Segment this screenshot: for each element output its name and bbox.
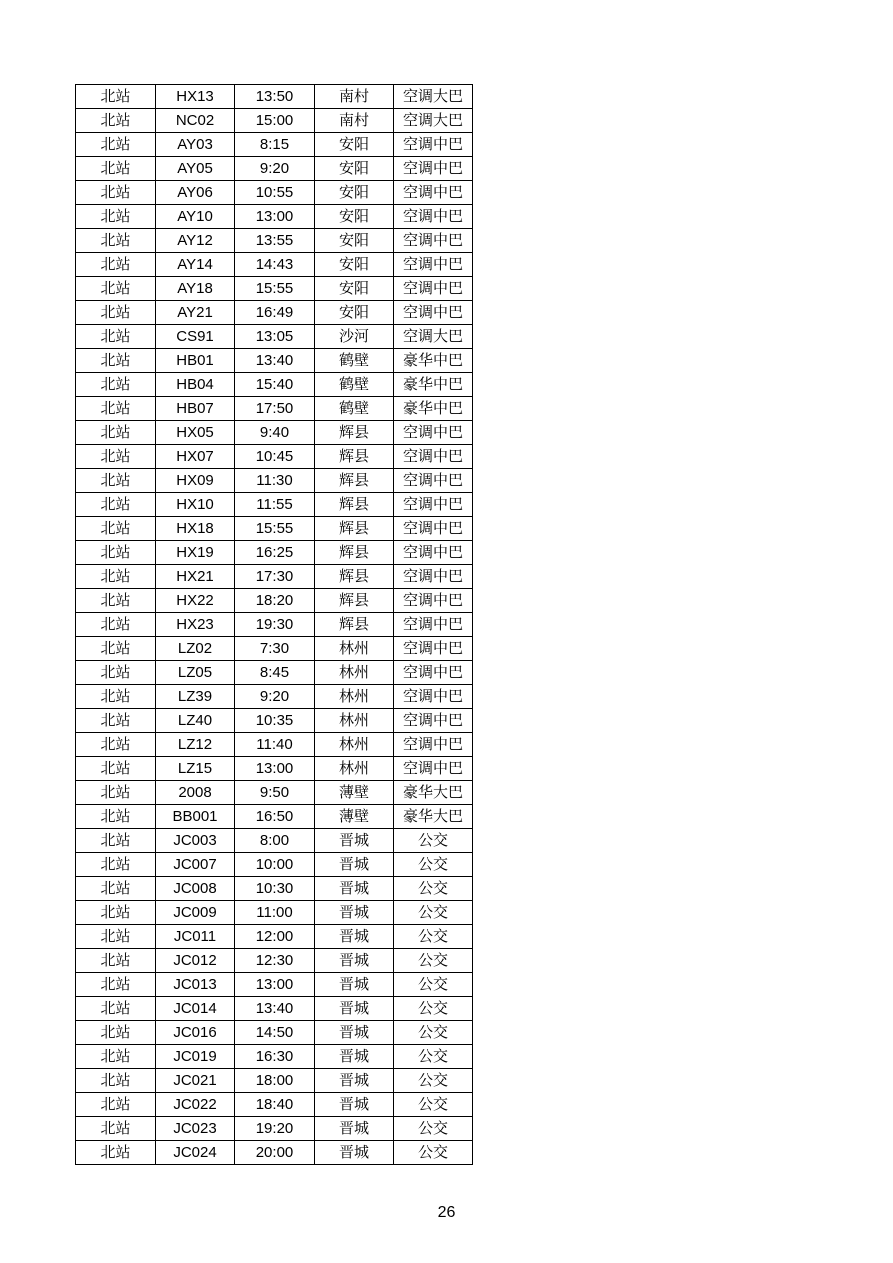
departure-time-cell: 16:49 (235, 301, 315, 325)
departure-time-cell: 16:30 (235, 1045, 315, 1069)
bus-type-cell: 空调中巴 (394, 253, 473, 277)
departure-time-cell: 10:55 (235, 181, 315, 205)
departure-time-cell: 8:15 (235, 133, 315, 157)
table-row (76, 493, 473, 517)
station-cell: 北站 (76, 421, 156, 445)
destination-cell: 辉县 (315, 493, 394, 517)
table-row (76, 733, 473, 757)
route-code-cell: AY06 (156, 181, 235, 205)
station-cell: 北站 (76, 301, 156, 325)
table-row (76, 613, 473, 637)
station-cell: 北站 (76, 205, 156, 229)
bus-type-cell: 公交 (394, 1021, 473, 1045)
departure-time-cell: 11:40 (235, 733, 315, 757)
route-code-cell: JC014 (156, 997, 235, 1021)
route-code-cell: AY10 (156, 205, 235, 229)
departure-time-cell: 7:30 (235, 637, 315, 661)
station-cell: 北站 (76, 661, 156, 685)
table-row (76, 205, 473, 229)
station-cell: 北站 (76, 1141, 156, 1165)
table-row (76, 1141, 473, 1165)
station-cell: 北站 (76, 277, 156, 301)
destination-cell: 安阳 (315, 277, 394, 301)
table-row (76, 325, 473, 349)
route-code-cell: LZ40 (156, 709, 235, 733)
schedule-table-body (76, 85, 473, 1165)
destination-cell: 安阳 (315, 181, 394, 205)
route-code-cell: JC008 (156, 877, 235, 901)
departure-time-cell: 8:45 (235, 661, 315, 685)
table-row (76, 925, 473, 949)
destination-cell: 鹤壁 (315, 397, 394, 421)
station-cell: 北站 (76, 709, 156, 733)
destination-cell: 沙河 (315, 325, 394, 349)
route-code-cell: JC009 (156, 901, 235, 925)
table-row (76, 805, 473, 829)
table-row (76, 229, 473, 253)
bus-type-cell: 公交 (394, 829, 473, 853)
bus-type-cell: 公交 (394, 997, 473, 1021)
departure-time-cell: 20:00 (235, 1141, 315, 1165)
table-row (76, 757, 473, 781)
route-code-cell: JC021 (156, 1069, 235, 1093)
route-code-cell: AY03 (156, 133, 235, 157)
departure-time-cell: 12:00 (235, 925, 315, 949)
route-code-cell: HB04 (156, 373, 235, 397)
destination-cell: 林州 (315, 757, 394, 781)
table-row (76, 1117, 473, 1141)
departure-time-cell: 13:50 (235, 85, 315, 109)
departure-time-cell: 11:00 (235, 901, 315, 925)
departure-time-cell: 11:55 (235, 493, 315, 517)
destination-cell: 林州 (315, 637, 394, 661)
table-row (76, 853, 473, 877)
station-cell: 北站 (76, 1093, 156, 1117)
route-code-cell: HX13 (156, 85, 235, 109)
destination-cell: 晋城 (315, 973, 394, 997)
route-code-cell: HB01 (156, 349, 235, 373)
departure-time-cell: 14:43 (235, 253, 315, 277)
bus-type-cell: 公交 (394, 949, 473, 973)
route-code-cell: BB001 (156, 805, 235, 829)
destination-cell: 晋城 (315, 853, 394, 877)
station-cell: 北站 (76, 949, 156, 973)
station-cell: 北站 (76, 325, 156, 349)
route-code-cell: HX22 (156, 589, 235, 613)
station-cell: 北站 (76, 541, 156, 565)
table-row (76, 781, 473, 805)
bus-type-cell: 公交 (394, 1069, 473, 1093)
bus-type-cell: 豪华中巴 (394, 349, 473, 373)
departure-time-cell: 8:00 (235, 829, 315, 853)
route-code-cell: JC007 (156, 853, 235, 877)
station-cell: 北站 (76, 397, 156, 421)
table-row (76, 565, 473, 589)
station-cell: 北站 (76, 757, 156, 781)
destination-cell: 林州 (315, 709, 394, 733)
destination-cell: 安阳 (315, 301, 394, 325)
route-code-cell: JC024 (156, 1141, 235, 1165)
bus-type-cell: 空调中巴 (394, 565, 473, 589)
bus-type-cell: 空调中巴 (394, 133, 473, 157)
table-row (76, 421, 473, 445)
table-row (76, 1021, 473, 1045)
bus-type-cell: 公交 (394, 1045, 473, 1069)
destination-cell: 南村 (315, 85, 394, 109)
departure-time-cell: 19:20 (235, 1117, 315, 1141)
station-cell: 北站 (76, 781, 156, 805)
station-cell: 北站 (76, 637, 156, 661)
route-code-cell: 2008 (156, 781, 235, 805)
bus-type-cell: 空调中巴 (394, 541, 473, 565)
table-row (76, 85, 473, 109)
destination-cell: 南村 (315, 109, 394, 133)
station-cell: 北站 (76, 685, 156, 709)
destination-cell: 薄壁 (315, 781, 394, 805)
table-row (76, 901, 473, 925)
departure-time-cell: 9:20 (235, 157, 315, 181)
table-row (76, 133, 473, 157)
destination-cell: 林州 (315, 661, 394, 685)
destination-cell: 晋城 (315, 877, 394, 901)
station-cell: 北站 (76, 517, 156, 541)
bus-type-cell: 公交 (394, 1093, 473, 1117)
destination-cell: 晋城 (315, 1021, 394, 1045)
departure-time-cell: 10:00 (235, 853, 315, 877)
destination-cell: 安阳 (315, 229, 394, 253)
station-cell: 北站 (76, 1045, 156, 1069)
station-cell: 北站 (76, 565, 156, 589)
station-cell: 北站 (76, 1069, 156, 1093)
table-row (76, 157, 473, 181)
table-row (76, 517, 473, 541)
departure-time-cell: 15:55 (235, 277, 315, 301)
bus-type-cell: 公交 (394, 901, 473, 925)
bus-type-cell: 空调中巴 (394, 181, 473, 205)
station-cell: 北站 (76, 469, 156, 493)
route-code-cell: HX21 (156, 565, 235, 589)
bus-type-cell: 豪华中巴 (394, 397, 473, 421)
station-cell: 北站 (76, 157, 156, 181)
bus-type-cell: 空调大巴 (394, 85, 473, 109)
table-row (76, 949, 473, 973)
departure-time-cell: 13:00 (235, 757, 315, 781)
station-cell: 北站 (76, 589, 156, 613)
departure-time-cell: 15:55 (235, 517, 315, 541)
table-row (76, 1093, 473, 1117)
departure-time-cell: 15:40 (235, 373, 315, 397)
station-cell: 北站 (76, 829, 156, 853)
route-code-cell: LZ05 (156, 661, 235, 685)
destination-cell: 辉县 (315, 469, 394, 493)
destination-cell: 鹤壁 (315, 373, 394, 397)
departure-time-cell: 11:30 (235, 469, 315, 493)
bus-type-cell: 空调中巴 (394, 637, 473, 661)
departure-time-cell: 13:40 (235, 349, 315, 373)
table-row (76, 301, 473, 325)
route-code-cell: JC012 (156, 949, 235, 973)
station-cell: 北站 (76, 85, 156, 109)
route-code-cell: JC019 (156, 1045, 235, 1069)
station-cell: 北站 (76, 853, 156, 877)
table-row (76, 181, 473, 205)
destination-cell: 晋城 (315, 1069, 394, 1093)
destination-cell: 辉县 (315, 565, 394, 589)
destination-cell: 安阳 (315, 157, 394, 181)
page-number: 26 (437, 1204, 456, 1221)
station-cell: 北站 (76, 973, 156, 997)
route-code-cell: AY21 (156, 301, 235, 325)
table-row (76, 277, 473, 301)
departure-time-cell: 9:20 (235, 685, 315, 709)
destination-cell: 晋城 (315, 1141, 394, 1165)
table-row (76, 637, 473, 661)
route-code-cell: JC022 (156, 1093, 235, 1117)
table-row (76, 397, 473, 421)
departure-time-cell: 16:25 (235, 541, 315, 565)
departure-time-cell: 13:55 (235, 229, 315, 253)
bus-type-cell: 空调中巴 (394, 421, 473, 445)
departure-time-cell: 10:45 (235, 445, 315, 469)
route-code-cell: HX23 (156, 613, 235, 637)
route-code-cell: HX09 (156, 469, 235, 493)
station-cell: 北站 (76, 373, 156, 397)
table-row (76, 829, 473, 853)
bus-type-cell: 空调中巴 (394, 757, 473, 781)
table-row (76, 349, 473, 373)
bus-type-cell: 空调中巴 (394, 445, 473, 469)
departure-time-cell: 16:50 (235, 805, 315, 829)
destination-cell: 晋城 (315, 949, 394, 973)
bus-type-cell: 空调中巴 (394, 661, 473, 685)
bus-type-cell: 空调中巴 (394, 709, 473, 733)
destination-cell: 辉县 (315, 445, 394, 469)
departure-time-cell: 17:30 (235, 565, 315, 589)
departure-time-cell: 12:30 (235, 949, 315, 973)
station-cell: 北站 (76, 613, 156, 637)
station-cell: 北站 (76, 1117, 156, 1141)
station-cell: 北站 (76, 805, 156, 829)
bus-type-cell: 空调中巴 (394, 517, 473, 541)
route-code-cell: HX10 (156, 493, 235, 517)
route-code-cell: JC003 (156, 829, 235, 853)
route-code-cell: HB07 (156, 397, 235, 421)
destination-cell: 晋城 (315, 997, 394, 1021)
route-code-cell: NC02 (156, 109, 235, 133)
table-row (76, 877, 473, 901)
route-code-cell: AY05 (156, 157, 235, 181)
bus-type-cell: 空调中巴 (394, 493, 473, 517)
station-cell: 北站 (76, 493, 156, 517)
station-cell: 北站 (76, 445, 156, 469)
station-cell: 北站 (76, 181, 156, 205)
destination-cell: 辉县 (315, 517, 394, 541)
departure-time-cell: 10:30 (235, 877, 315, 901)
table-row (76, 973, 473, 997)
station-cell: 北站 (76, 925, 156, 949)
bus-type-cell: 空调中巴 (394, 301, 473, 325)
table-row (76, 661, 473, 685)
departure-time-cell: 14:50 (235, 1021, 315, 1045)
route-code-cell: LZ12 (156, 733, 235, 757)
bus-type-cell: 公交 (394, 1117, 473, 1141)
table-row (76, 541, 473, 565)
table-row (76, 1069, 473, 1093)
bus-type-cell: 豪华中巴 (394, 373, 473, 397)
departure-time-cell: 13:00 (235, 205, 315, 229)
departure-time-cell: 19:30 (235, 613, 315, 637)
destination-cell: 辉县 (315, 421, 394, 445)
station-cell: 北站 (76, 349, 156, 373)
destination-cell: 晋城 (315, 829, 394, 853)
bus-type-cell: 公交 (394, 1141, 473, 1165)
table-row (76, 1045, 473, 1069)
destination-cell: 晋城 (315, 901, 394, 925)
route-code-cell: JC023 (156, 1117, 235, 1141)
bus-type-cell: 空调中巴 (394, 589, 473, 613)
bus-type-cell: 公交 (394, 853, 473, 877)
table-row (76, 469, 473, 493)
station-cell: 北站 (76, 901, 156, 925)
departure-time-cell: 18:40 (235, 1093, 315, 1117)
bus-type-cell: 空调中巴 (394, 469, 473, 493)
bus-type-cell: 空调中巴 (394, 733, 473, 757)
station-cell: 北站 (76, 229, 156, 253)
departure-time-cell: 17:50 (235, 397, 315, 421)
route-code-cell: LZ39 (156, 685, 235, 709)
destination-cell: 鹤壁 (315, 349, 394, 373)
destination-cell: 林州 (315, 685, 394, 709)
route-code-cell: AY18 (156, 277, 235, 301)
station-cell: 北站 (76, 877, 156, 901)
route-code-cell: LZ02 (156, 637, 235, 661)
destination-cell: 安阳 (315, 253, 394, 277)
table-row (76, 109, 473, 133)
table-row (76, 253, 473, 277)
table-row (76, 685, 473, 709)
route-code-cell: HX18 (156, 517, 235, 541)
departure-time-cell: 13:05 (235, 325, 315, 349)
departure-time-cell: 13:00 (235, 973, 315, 997)
route-code-cell: HX19 (156, 541, 235, 565)
destination-cell: 辉县 (315, 613, 394, 637)
station-cell: 北站 (76, 733, 156, 757)
destination-cell: 薄壁 (315, 805, 394, 829)
bus-type-cell: 空调中巴 (394, 277, 473, 301)
bus-type-cell: 空调中巴 (394, 229, 473, 253)
bus-type-cell: 公交 (394, 925, 473, 949)
bus-type-cell: 空调中巴 (394, 685, 473, 709)
bus-schedule-table (75, 84, 473, 1165)
bus-type-cell: 公交 (394, 973, 473, 997)
bus-type-cell: 豪华大巴 (394, 805, 473, 829)
bus-type-cell: 空调大巴 (394, 109, 473, 133)
station-cell: 北站 (76, 133, 156, 157)
bus-type-cell: 豪华大巴 (394, 781, 473, 805)
destination-cell: 安阳 (315, 133, 394, 157)
route-code-cell: JC016 (156, 1021, 235, 1045)
bus-type-cell: 公交 (394, 877, 473, 901)
departure-time-cell: 15:00 (235, 109, 315, 133)
destination-cell: 晋城 (315, 925, 394, 949)
route-code-cell: AY12 (156, 229, 235, 253)
departure-time-cell: 9:40 (235, 421, 315, 445)
table-row (76, 589, 473, 613)
station-cell: 北站 (76, 1021, 156, 1045)
departure-time-cell: 10:35 (235, 709, 315, 733)
station-cell: 北站 (76, 109, 156, 133)
destination-cell: 林州 (315, 733, 394, 757)
destination-cell: 辉县 (315, 589, 394, 613)
route-code-cell: CS91 (156, 325, 235, 349)
bus-type-cell: 空调大巴 (394, 325, 473, 349)
route-code-cell: LZ15 (156, 757, 235, 781)
bus-type-cell: 空调中巴 (394, 205, 473, 229)
departure-time-cell: 18:00 (235, 1069, 315, 1093)
route-code-cell: JC011 (156, 925, 235, 949)
table-row (76, 373, 473, 397)
destination-cell: 安阳 (315, 205, 394, 229)
route-code-cell: HX05 (156, 421, 235, 445)
route-code-cell: JC013 (156, 973, 235, 997)
table-row (76, 445, 473, 469)
route-code-cell: AY14 (156, 253, 235, 277)
destination-cell: 晋城 (315, 1117, 394, 1141)
destination-cell: 晋城 (315, 1045, 394, 1069)
route-code-cell: HX07 (156, 445, 235, 469)
bus-type-cell: 空调中巴 (394, 613, 473, 637)
station-cell: 北站 (76, 997, 156, 1021)
table-row (76, 709, 473, 733)
departure-time-cell: 9:50 (235, 781, 315, 805)
departure-time-cell: 18:20 (235, 589, 315, 613)
station-cell: 北站 (76, 253, 156, 277)
departure-time-cell: 13:40 (235, 997, 315, 1021)
destination-cell: 晋城 (315, 1093, 394, 1117)
destination-cell: 辉县 (315, 541, 394, 565)
table-row (76, 997, 473, 1021)
bus-type-cell: 空调中巴 (394, 157, 473, 181)
